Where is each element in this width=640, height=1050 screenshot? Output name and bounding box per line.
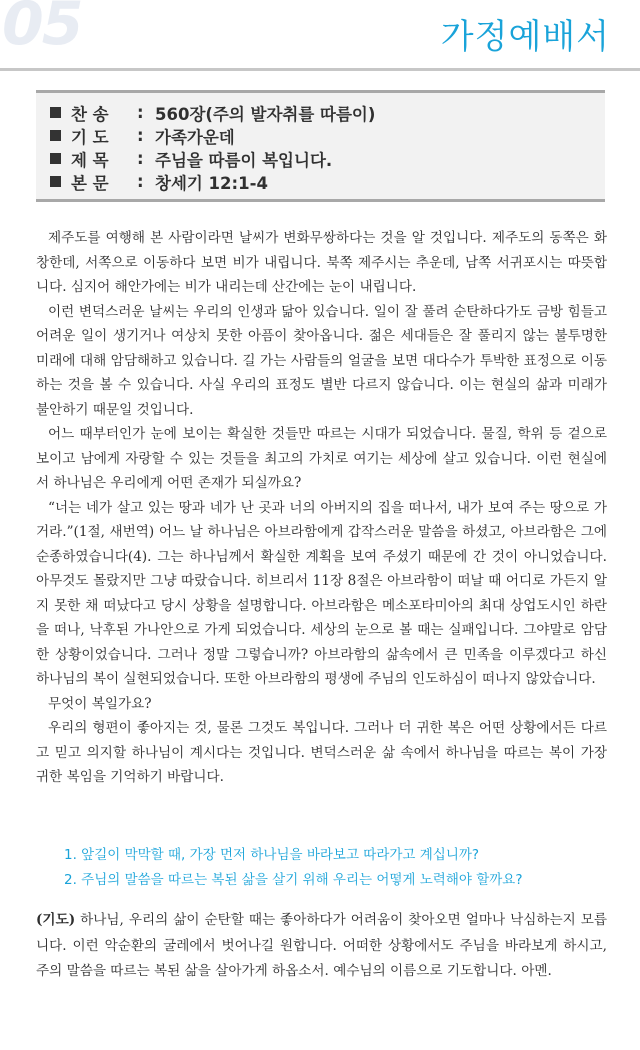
info-label: 기 도 (71, 127, 109, 147)
sermon-paragraph: 이런 변덕스러운 날씨는 우리의 인생과 닮아 있습니다. 일이 잘 풀려 순탄하다가도 금방 힘들고 어려운 일이 생기거나 여상치 못한 아픔이 찾아옵니다. 젊은 세대들은 잘 풀리지 않는 불투명한 미래에 대해 암담해하고 있습니다. 길 가는 사람들의 얼굴을 보면 대다수가 투박한 표정으로 이동하는 것을 볼 수 있습니다. 사실 우리의 표정도 별반 다르지 않습니다. 이는 현실의 삶과 미래가 불안하기 때문일 것입니다. (36, 303, 607, 418)
square-bullet-icon (50, 153, 61, 164)
prayer-label: (기도) (36, 912, 76, 928)
reflection-question: 2. 주님의 말씀을 따르는 복된 삶을 살기 위해 우리는 어떻게 노력해야 할까요? (64, 872, 523, 888)
info-label: 본 문 (71, 173, 109, 193)
service-info-box (36, 90, 605, 202)
sermon-paragraph: 제주도를 여행해 본 사람이라면 날씨가 변화무쌍하다는 것을 알 것입니다. 제주도의 동쪽은 화창한데, 서쪽으로 이동하다 보면 비가 내립니다. 북쪽 제주시는 추운데, 남쪽 서귀포시는 따뜻합니다. 심지어 해안가에는 비가 내리는데 산간에는 눈이 내립니다. (36, 230, 607, 295)
info-value-prayer: 가족가운데 (155, 127, 235, 147)
closing-prayer (36, 908, 607, 985)
square-bullet-icon (50, 130, 61, 141)
info-row-prayer (50, 124, 605, 147)
info-value-hymn: 560장(주의 발자취를 따름이) (155, 104, 376, 124)
sermon-paragraph: 어느 때부터인가 눈에 보이는 확실한 것들만 따르는 시대가 되었습니다. 물질, 학위 등 겉으로 보이고 남에게 자랑할 수 있는 것들을 최고의 가치로 여기는 세상에 살고 있습니다. 이런 현실에서 하나님은 우리에게 어떤 존재가 되실까요? (36, 426, 607, 491)
page-title: 가정예배서 (440, 17, 610, 57)
reflection-question: 1. 앞길이 막막할 때, 가장 먼저 하나님을 바라보고 따라가고 계십니까? (64, 847, 480, 863)
info-colon: : (137, 126, 144, 145)
prayer-text: 하나님, 우리의 삶이 순탄할 때는 좋아하다가 어려움이 찾아오면 얼마나 낙심하는지 모릅니다. 이런 악순환의 굴레에서 벗어나길 원합니다. 어떠한 상황에서도 주님을 바라보게 하시고, 주의 말씀을 따르는 복된 삶을 살아가게 하옵소서. 예수님의 이름으로 기도합니다. 아멘. (36, 912, 607, 979)
square-bullet-icon (50, 107, 61, 118)
reflection-questions (64, 843, 609, 893)
info-label: 찬 송 (71, 104, 109, 124)
info-colon: : (137, 103, 144, 122)
sermon-paragraph: 우리의 형편이 좋아지는 것, 물론 그것도 복입니다. 그러나 더 귀한 복은 어떤 상황에서든 다르고 믿고 의지할 하나님이 계시다는 것입니다. 변덕스러운 삶 속에서 하나님을 따르는 복이 가장 귀한 복임을 기억하기 바랍니다. (36, 720, 607, 785)
page-number: 05 (2, 0, 82, 59)
sermon-paragraph: “너는 네가 살고 있는 땅과 네가 난 곳과 너의 아버지의 집을 떠나서, 내가 보여 주는 땅으로 가거라.”(1절, 새번역) 어느 날 하나님은 아브라함에게 갑작스러운 말씀을 하셨고, 아브라함은 그에 순종하였습니다(4). 그는 하나님께서 확실한 계획을 보여 주셨기 때문에 간 것이 아니었습니다. 아무것도 몰랐지만 그냥 따랐습니다. 히브리서 11장 8절은 아브라함이 떠날 때 어디로 가든지 알지 못한 채 떠났다고 당시 상황을 설명합니다. 아브라함은 메소포타미아의 최대 상업도시인 하란을 떠나, 낙후된 가나안으로 가게 되었습니다. 세상의 눈으로 볼 때는 실패입니다. 그야말로 암담한 상황이었습니다. 그러나 정말 그렇습니까? 아브라함의 삶속에서 큰 민족을 이루겠다고 하신 하나님의 복이 실현되었습니다. 또한 아브라함의 평생에 주님의 인도하심이 떠나지 않았습니다. (36, 499, 607, 687)
info-colon: : (137, 149, 144, 168)
info-label: 제 목 (71, 150, 109, 170)
sermon-paragraph: 무엇이 복일가요? (48, 695, 152, 712)
info-value-scripture: 창세기 12:1-4 (155, 173, 268, 193)
square-bullet-icon (50, 176, 61, 187)
info-row-hymn (50, 101, 605, 124)
info-value-topic: 주님을 따름이 복입니다. (155, 150, 333, 170)
title-divider (0, 68, 640, 71)
info-row-topic (50, 147, 605, 170)
sermon-body (36, 226, 607, 790)
info-colon: : (137, 172, 144, 191)
info-row-scripture (50, 170, 605, 193)
